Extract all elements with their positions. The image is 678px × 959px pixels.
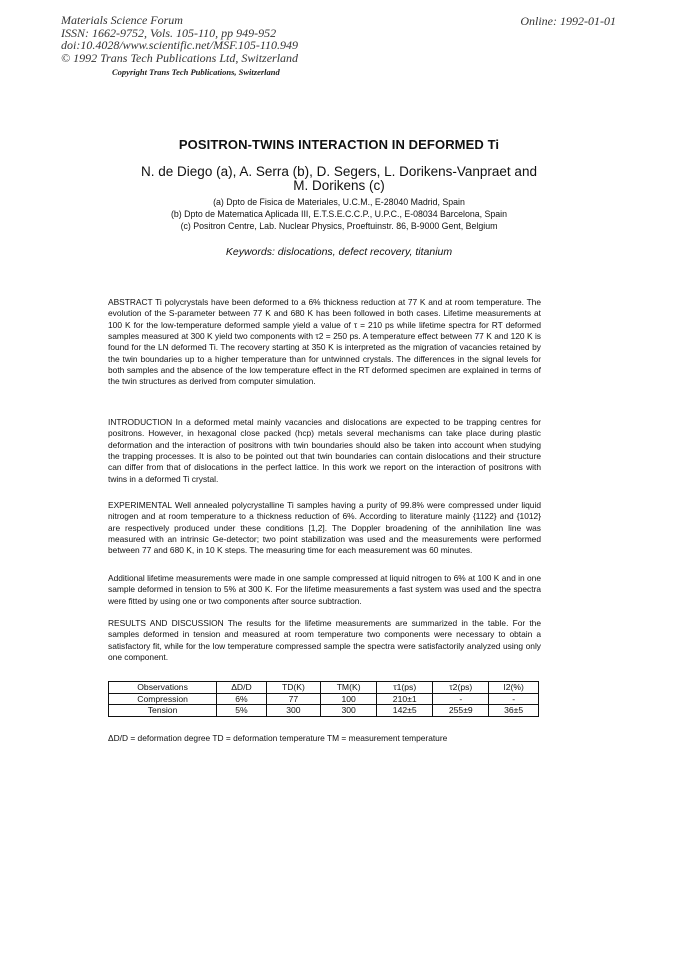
table-cell: - [489, 693, 539, 705]
table-cell: 100 [321, 693, 377, 705]
introduction-paragraph: INTRODUCTION In a deformed metal mainly vacancies and dislocations are expected to be trapping centres for positrons. However, in hexagonal close packed (hcp) metals several mechanisms can take place during plastic deformation and the interaction of positrons with twin boundaries should also be taken into account when studying the trapping processes. It is also to be pointed out that twin boundaries can contain dislocations and their structure can differ from that of dislocations in the perfect lattice. In this work we report on the interaction of positrons with twins in a deformed Ti crystal. [108, 417, 541, 484]
copyright-line: Copyright Trans Tech Publications, Switzerland [112, 67, 280, 77]
table-header-cell: ΔD/D [217, 682, 267, 694]
affiliation-c: (c) Positron Centre, Lab. Nuclear Physics, Proeftuinstr. 86, B-9000 Gent, Belgium [180, 221, 498, 231]
authors [100, 165, 578, 193]
abstract-paragraph: ABSTRACT Ti polycrystals have been deformed to a 6% thickness reduction at 77 K and at room temperature. The evolution of the S-parameter between 77 K and 680 K has been followed in both cases. Lifetime measurements at 100 K for the low-temperature deformed sample yield a value of τ = 210 ps while lifetime spectra for RT deformed samples measured at 300 K yield two components with τ2 = 250 ps. A temperature effect between 77 K and 120 K is found for the LN deformed Ti. The recovery starting at 350 K is interpreted as the migration of vacancies retained by the twin boundaries up to a higher temperature than for untwinned crystals. The differences in the signal levels for both samples and the absence of the low temperature effect in the RT deformed specimen are explained in terms of the twin structures as derived from computer simulation. [108, 297, 541, 387]
paper-title: POSITRON-TWINS INTERACTION IN DEFORMED Ti [178, 137, 500, 152]
table-header-cell: TM(K) [321, 682, 377, 694]
table-header-cell: τ1(ps) [377, 682, 433, 694]
results-paragraph: RESULTS AND DISCUSSION The results for the lifetime measurements are summarized in the table. For the samples deformed in tension and measured at room temperature two components were necessary to obtain a satisfactory fit, while for the low temperature compressed sample the spectra were satisfactorily analyzed using only one component. [108, 618, 541, 663]
authors-line-1: N. de Diego (a), A. Serra (b), D. Segers, L. Dorikens-Vanpraet and [141, 164, 537, 179]
affiliations [100, 196, 578, 232]
authors-line-2: M. Dorikens (c) [293, 178, 385, 193]
table-cell: Tension [109, 705, 217, 717]
affiliation-a: (a) Dpto de Fisica de Materiales, U.C.M., E-28040 Madrid, Spain [213, 197, 465, 207]
table-cell: 210±1 [377, 693, 433, 705]
header-publisher: © 1992 Trans Tech Publications Ltd, Switzerland [61, 50, 299, 65]
online-date: Online: 1992-01-01 [520, 14, 616, 28]
experimental-paragraph: EXPERIMENTAL Well annealed polycrystalline Ti samples having a purity of 99.8% were compressed under liquid nitrogen and at room temperature to a thickness reduction of 6%. According to literature mainly {1122} and {1012} are respectively produced under these conditions [1,2]. The Doppler broadening of the annihilation line was measured with an intrinsic Ge-detector; two point stabilization was used and the measurements were performed between 77 and 680 K, in 10 K steps. The measuring time for each measurement was 60 minutes. [108, 500, 541, 556]
table-row [109, 705, 539, 717]
table-header-cell: TD(K) [266, 682, 320, 694]
journal-header [61, 14, 298, 64]
header-journal: Materials Science Forum [61, 13, 183, 27]
keywords: Keywords: dislocations, defect recovery, titanium [225, 246, 453, 258]
header-issn: ISSN: 1662-9752, Vols. 105-110, pp 949-952 [61, 25, 277, 40]
table-cell: 300 [321, 705, 377, 717]
table-header-cell: I2(%) [489, 682, 539, 694]
table-cell: 36±5 [489, 705, 539, 717]
table-header-cell: Observations [109, 682, 217, 694]
table-header-row [109, 682, 539, 694]
table-legend: ΔD/D = deformation degree TD = deformation temperature TM = measurement temperature [108, 733, 448, 743]
table-cell: 255±9 [433, 705, 489, 717]
experimental-paragraph-2: Additional lifetime measurements were made in one sample compressed at liquid nitrogen to 6% at 100 K and in one sample deformed in tension to 5% at 300 K. For the lifetime measurements a fast system was used and the spectra were fitted by using one or two components after source subtraction. [108, 573, 541, 606]
table-cell: - [433, 693, 489, 705]
affiliation-b: (b) Dpto de Matematica Aplicada III, E.T.S.E.C.C.P., U.P.C., E-08034 Barcelona, Spain [170, 209, 508, 219]
table-cell: 300 [266, 705, 320, 717]
table-cell: 5% [217, 705, 267, 717]
table-cell: 6% [217, 693, 267, 705]
table-cell: 142±5 [377, 705, 433, 717]
table-header-cell: τ2(ps) [433, 682, 489, 694]
header-doi: doi:10.4028/www.scientific.net/MSF.105-110.949 [61, 38, 298, 52]
results-table [108, 681, 539, 717]
table-row [109, 693, 539, 705]
table-cell: Compression [109, 693, 217, 705]
table-cell: 77 [266, 693, 320, 705]
